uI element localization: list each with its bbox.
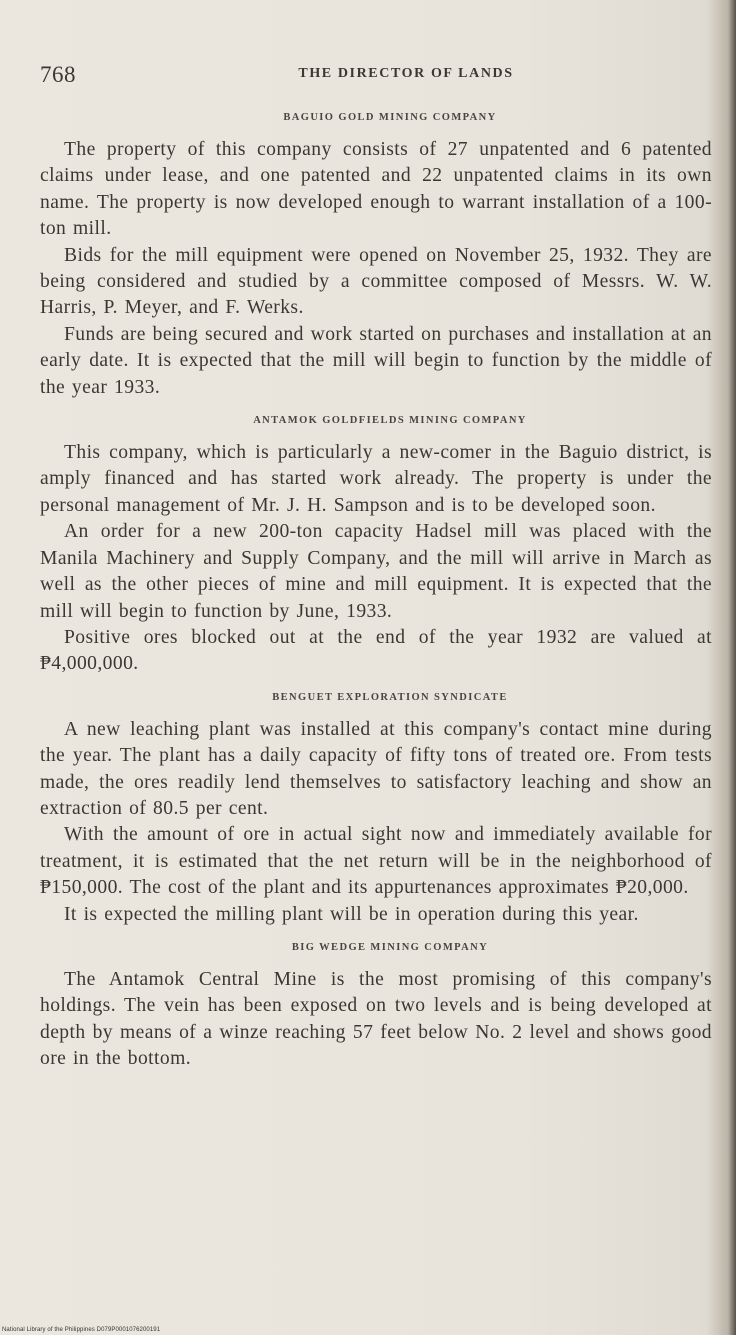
page-edge-shadow bbox=[728, 0, 736, 1335]
paragraph: It is expected the milling plant will be in operation during this year. bbox=[64, 903, 639, 925]
paragraph: Bids for the mill equipment were opened on November 25, 1932. They are being considered and studied by a committee composed of Messrs. W. W. Harris, P. Meyer, and F. Werks. bbox=[40, 244, 712, 319]
running-head bbox=[40, 62, 716, 96]
paragraph: An order for a new 200-ton capacity Hadsel mill was placed with the Manila Machinery and Supply Company, and the mill will arrive in March as well as the other pieces of mine and mill equipment. It is expected that the mill will begin to function by June, 1933. bbox=[40, 521, 712, 622]
section-big-wedge bbox=[40, 942, 712, 1073]
section-heading: BAGUIO GOLD MINING COMPANY bbox=[283, 112, 497, 123]
section-benguet-exploration bbox=[40, 692, 712, 928]
section-baguio-gold bbox=[40, 112, 712, 401]
paragraph: With the amount of ore in actual sight now and immediately available for treatment, it is estimated that the net return will be in the neighborhood of ₱150,000. The cost of the plant and its appurtenances approximates ₱20,000. bbox=[40, 824, 712, 899]
section-antamok-goldfields bbox=[40, 415, 712, 678]
paragraph: Positive ores blocked out at the end of the year 1932 are valued at ₱4,000,000. bbox=[40, 626, 712, 675]
page-title: THE DIRECTOR OF LANDS bbox=[298, 66, 514, 81]
paragraph: The property of this company consists of 27 unpatented and 6 patented claims under lease, and one patented and 22 unpatented claims in its own name. The property is now developed enough to warrant installation of a 100-ton mill. bbox=[40, 139, 712, 240]
paragraph: This company, which is particularly a new-comer in the Baguio district, is amply financed and has started work already. The property is under the personal management of Mr. J. H. Sampson and is to be developed soon. bbox=[40, 442, 712, 516]
paragraph: The Antamok Central Mine is the most promising of this company's holdings. The vein has been exposed on two levels and is being developed at depth by means of a winze reaching 57 feet below No. 2 level and shows good ore in the bottom. bbox=[40, 968, 712, 1070]
scan-footer-credit: National Library of the Philippines D079P0001076200191 bbox=[2, 1327, 161, 1333]
section-heading: BIG WEDGE MINING COMPANY bbox=[291, 941, 489, 953]
section-heading: ANTAMOK GOLDFIELDS MINING COMPANY bbox=[253, 415, 527, 427]
page-number: 768 bbox=[40, 62, 76, 87]
document-body bbox=[40, 112, 712, 1087]
section-heading: BENGUET EXPLORATION SYNDICATE bbox=[272, 691, 508, 703]
paragraph: A new leaching plant was installed at this company's contact mine during the year. The plant has a daily capacity of fifty tons of treated ore. From tests made, the ores readily lend themselves to satisfactory leaching and show an extraction of 80.5 per cent. bbox=[40, 718, 712, 819]
paragraph: Funds are being secured and work started on purchases and installation at an early date. It is expected that the mill will begin to function by the middle of the year 1933. bbox=[40, 323, 713, 398]
